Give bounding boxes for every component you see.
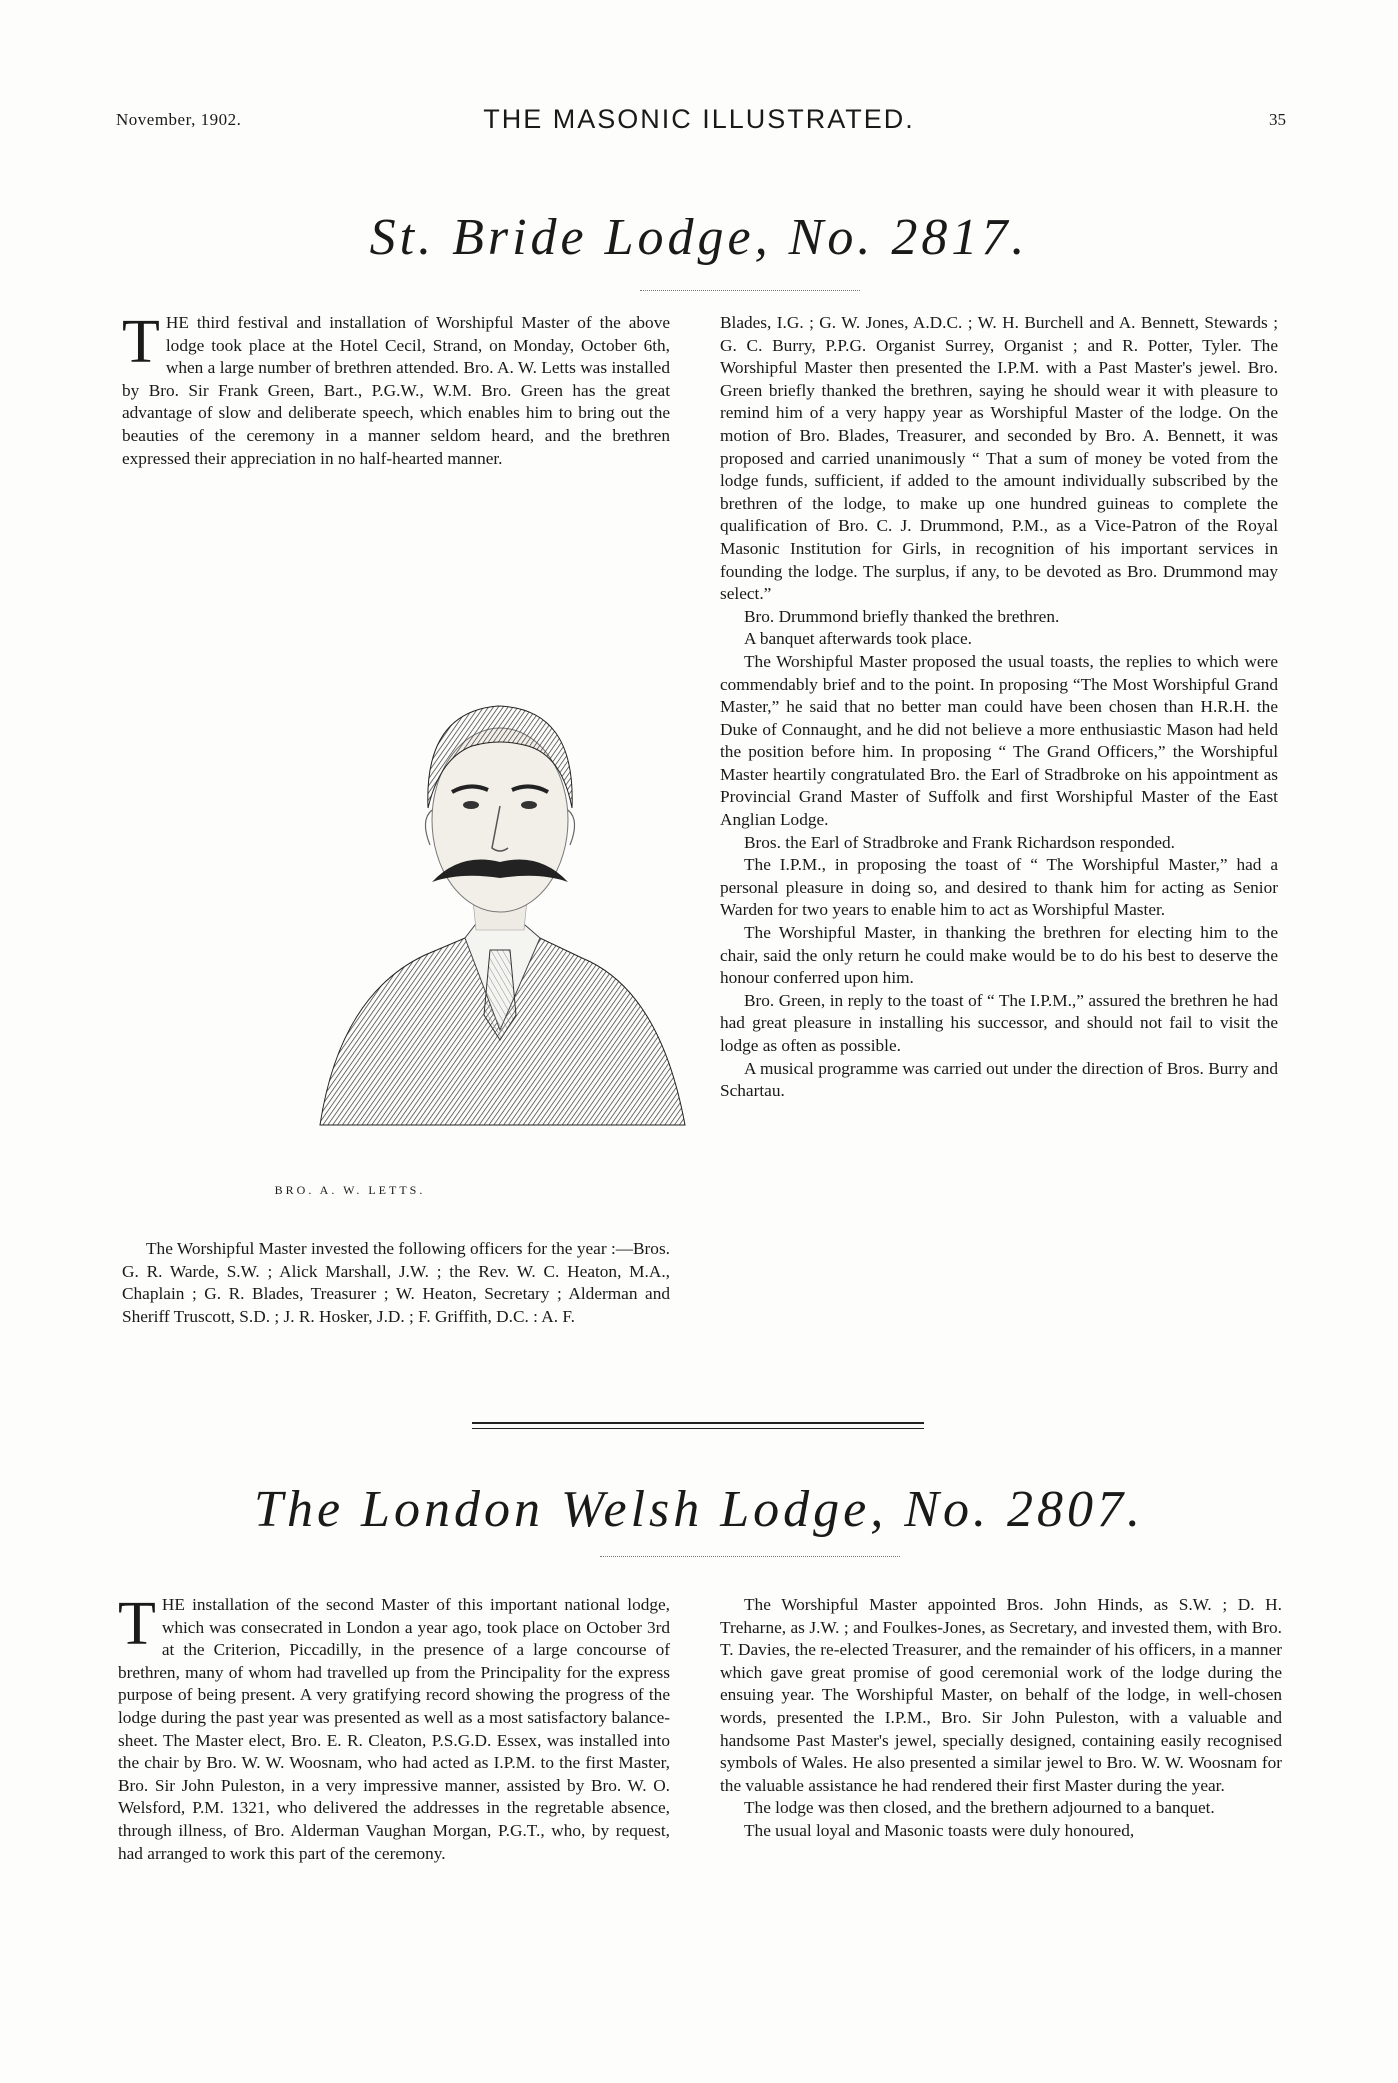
article1-right-paragraph: Bro. Drummond briefly thanked the brethren. <box>744 606 1060 626</box>
article2-intro-text: HE installation of the second Master of this important national lodge, which was consecrated in London a year ago, took place on October 3rd at the Criterion, Piccadilly, in the presence of a large concourse of brethren, many of whom had travelled up from the Principality for the express purpose of being present. A very gratifying record showing the progress of the lodge during the past year was presented as well as a most satisfactory balance-sheet. The Master elect, Bro. E. R. Cleaton, P.S.G.D. Essex, was installed into the chair by Bro. W. W. Woosnam, who had acted as I.P.M. to the first Master, Bro. Sir John Puleston, in a very impressive manner, assisted by Bro. W. O. Welsford, P.M. 1321, who delivered the addresses in the regretable absence, through illness, of Bro. Alderman Vaughan Morgan, P.G.T., who, by request, had arranged to work this part of the ceremony. <box>118 1595 670 1863</box>
article2-right-paragraph: The lodge was then closed, and the brethern adjourned to a banquet. <box>744 1798 1215 1818</box>
article2-intro-paragraph <box>118 1590 670 1865</box>
article1-officers-column <box>122 1238 670 1328</box>
article1-right-paragraph: Bros. the Earl of Stradbroke and Frank Richardson responded. <box>744 832 1175 852</box>
article1-intro-column <box>122 308 670 470</box>
article1-right-paragraph: Blades, I.G. ; G. W. Jones, A.D.C. ; W. H. Burchell and A. Bennett, Stewards ; G. C. Burry, P.P.G. Organist Surrey, Organist ; and R. Potter, Tyler. The Worshipful Master then presented the I.P.M. with a Past Master's jewel. Bro. Green briefly thanked the brethren, saying he should wear it with pleasure to remind him of a very happy year as Worshipful Master of the lodge. On the motion of Bro. Blades, Treasurer, and seconded by Bro. A. Bennett, it was proposed and carried unanimously “ That a sum of money be voted from the lodge funds, sufficient, if added to the amount individually subscribed by the brethren of the lodge, to make up one hundred guineas to complete the qualification of Bro. C. J. Drummond, P.M., as a Vice-Patron of the Royal Masonic Institution for Girls, in recognition of his important services in founding the lodge. The surplus, if any, to be devoted as Bro. Drummond may select.” <box>720 313 1278 604</box>
article1-right-column <box>720 312 1278 1103</box>
article1-intro-paragraph <box>122 308 670 470</box>
issue-date: November, 1902. <box>116 110 242 129</box>
drop-cap: T <box>122 308 160 376</box>
section-separator-bottom <box>472 1428 924 1429</box>
article1-right-paragraph: A musical programme was carried out under the direction of Bros. Burry and Schartau. <box>720 1058 1278 1101</box>
portrait-caption: BRO. A. W. LETTS. <box>274 1183 426 1197</box>
drop-cap: T <box>118 1590 156 1658</box>
title-ornament <box>640 290 860 291</box>
article1-right-paragraph: A banquet afterwards took place. <box>744 629 972 649</box>
running-header <box>0 104 1398 144</box>
section-separator-top <box>472 1422 924 1424</box>
article1-title: St. Bride Lodge, No. 2817. <box>369 209 1029 266</box>
title-ornament <box>600 1556 900 1557</box>
article2-right-column <box>720 1594 1282 1843</box>
article1-right-paragraph: The Worshipful Master proposed the usual toasts, the replies to which were commendably brief and to the point. In proposing “The Most Worshipful Grand Master,” he said that no better man could have been chosen than H.R.H. the Duke of Connaught, and he did not believe a more enthusiastic Mason had held the position before him. In proposing “ The Grand Officers,” the Worshipful Master heartily congratulated Bro. the Earl of Stradbroke on his appointment as Provincial Grand Master of Suffolk and first Worshipful Master of the East Anglian Lodge. <box>720 651 1278 830</box>
article1-right-paragraph: The Worshipful Master, in thanking the brethren for electing him to the chair, said the only return he could make would be to do his best to deserve the honour conferred upon him. <box>720 923 1278 988</box>
article2-left-column <box>118 1590 670 1865</box>
article2-right-paragraph: The Worshipful Master appointed Bros. John Hinds, as S.W. ; D. H. Treharne, as J.W. ; and Foulkes-Jones, as Secretary, and invested them, with Bro. T. Davies, the re-elected Treasurer, and the remainder of his officers, in a manner which gave great promise of good ceremonial work of the lodge during the ensuing year. The Worshipful Master, on behalf of the lodge, in well-chosen words, presented the I.P.M., Bro. Sir John Puleston, with a valuable and handsome Past Master's jewel, specially designed, containing easily recognised symbols of Wales. He also presented a similar jewel to Bro. W. W. Woosnam for the valuable assistance he had rendered their first Master during the year. <box>720 1595 1282 1795</box>
page-number: 35 <box>1269 110 1286 129</box>
article2-title: The London Welsh Lodge, No. 2807. <box>254 1481 1144 1538</box>
article1-intro-text: HE third festival and installation of Worshipful Master of the above lodge took place at the Hotel Cecil, Strand, on Monday, October 6th, when a large number of brethren attended. Bro. A. W. Letts was installed by Bro. Sir Frank Green, Bart., P.G.W., W.M. Bro. Green has the great advantage of slow and deliberate speech, which enables him to bring out the beauties of the ceremony in a manner seldom heard, and the brethren expressed their appreciation in no half-hearted manner. <box>122 313 670 468</box>
article2-right-paragraph: The usual loyal and Masonic toasts were duly honoured, <box>744 1820 1135 1840</box>
portrait-illustration <box>300 620 700 1140</box>
publication-title: THE MASONIC ILLUSTRATED. <box>483 104 915 134</box>
article1-right-paragraph: The I.P.M., in proposing the toast of “ The Worshipful Master,” had a personal pleasure in doing so, and desired to thank him for acting as Senior Warden for two years to enable him to act as Worshipful Master. <box>720 855 1278 920</box>
article1-officers-paragraph: The Worshipful Master invested the following officers for the year :—Bros. G. R. Warde, S.W. ; Alick Marshall, J.W. ; the Rev. W. C. Heaton, M.A., Chaplain ; G. R. Blades, Treasurer ; W. Heaton, Secretary ; Alderman and Sheriff Truscott, S.D. ; J. R. Hosker, J.D. ; F. Griffith, D.C. : A. F. <box>122 1239 670 1326</box>
article1-right-paragraph: Bro. Green, in reply to the toast of “ The I.P.M.,” assured the brethren he had had great pleasure in installing his successor, and should not fail to visit the lodge as often as possible. <box>720 990 1278 1055</box>
